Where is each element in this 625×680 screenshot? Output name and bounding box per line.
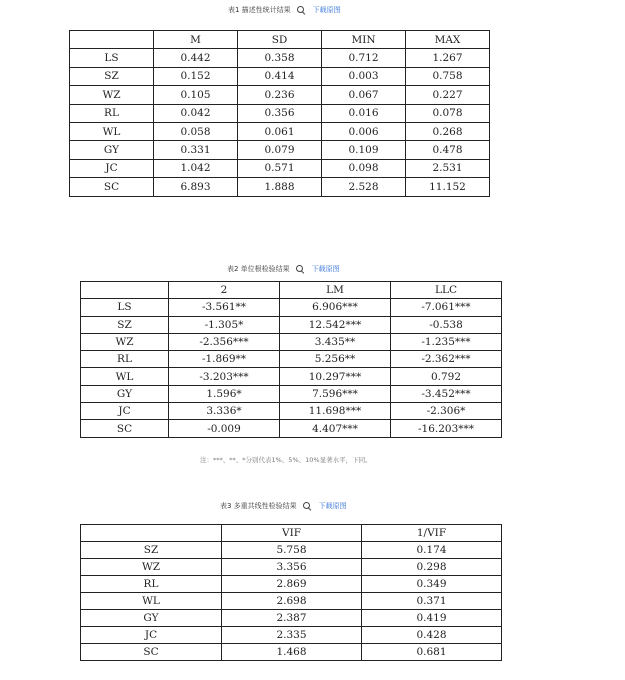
table-cell: 1.468 [222,644,362,661]
row-label: RL [81,576,222,593]
column-header: SD [238,31,322,49]
header-row [70,31,490,49]
table-row [70,141,490,159]
table3 [80,524,502,661]
row-label: SZ [81,316,169,333]
column-header: LM [280,282,391,299]
row-label: WL [81,368,169,385]
row-label: SC [70,178,154,196]
column-header: MAX [406,31,490,49]
table-cell: 0.681 [362,644,502,661]
column-header: M [154,31,238,49]
table-cell: 2.528 [322,178,406,196]
column-header [70,31,154,49]
table-cell: 0.331 [154,141,238,159]
table-cell: 0.349 [362,576,502,593]
table-cell: 0.003 [322,67,406,85]
row-label: WZ [81,559,222,576]
table-cell: 7.596*** [280,385,391,402]
table-cell: 0.758 [406,67,490,85]
table-cell: 12.542*** [280,316,391,333]
zoom-icon[interactable] [296,265,304,273]
row-label: GY [81,610,222,627]
table-cell: 11.152 [406,178,490,196]
table-cell: 0.109 [322,141,406,159]
column-header: MIN [322,31,406,49]
table-cell: 0.006 [322,122,406,140]
table-cell: 6.906*** [280,299,391,316]
table-row [70,67,490,85]
table1-caption: 表1 描述性统计结果 [228,6,291,14]
zoom-icon[interactable] [303,502,311,510]
row-label: GY [81,385,169,402]
table-cell: 0.067 [322,86,406,104]
row-label: SC [81,420,169,437]
row-label: LS [70,49,154,67]
table-cell: 0.061 [238,122,322,140]
table-cell: -2.306* [391,403,502,420]
table-cell: 1.267 [406,49,490,67]
table-cell: 2.531 [406,159,490,177]
column-header [81,525,222,542]
table-row [81,576,502,593]
table-cell: -3.561** [169,299,280,316]
table-cell: 0.571 [238,159,322,177]
row-label: WL [81,593,222,610]
table-cell: -16.203*** [391,420,502,437]
table3-download-link[interactable]: 下载原图 [318,502,347,510]
table1-download-link[interactable]: 下载原图 [312,6,341,14]
table-cell: 0.152 [154,67,238,85]
table3-caption-line [220,501,347,511]
table-cell: -0.009 [169,420,280,437]
table2-download-link[interactable]: 下载原图 [311,265,340,273]
table-cell: 0.079 [238,141,322,159]
table-cell: 0.419 [362,610,502,627]
row-label: RL [70,104,154,122]
table-cell: 0.371 [362,593,502,610]
table-row [81,333,502,350]
table-cell: 4.407*** [280,420,391,437]
table2-caption: 表2 单位根检验结果 [227,265,290,273]
table-cell: 6.893 [154,178,238,196]
table-row [81,627,502,644]
table-cell: -7.061*** [391,299,502,316]
column-header [81,282,169,299]
table-row [81,559,502,576]
table-row [81,351,502,368]
table-cell: 5.758 [222,542,362,559]
table-row [81,385,502,402]
table-row [81,299,502,316]
table-row [81,610,502,627]
table-cell: -1.235*** [391,333,502,350]
header-row [81,525,502,542]
table-cell: 3.336* [169,403,280,420]
table-cell: 0.174 [362,542,502,559]
table-row [81,316,502,333]
table-cell: 10.297*** [280,368,391,385]
table-row [81,644,502,661]
table2 [80,281,502,438]
column-header: 1/VIF [362,525,502,542]
table-cell: 0.236 [238,86,322,104]
row-label: JC [81,403,169,420]
table-cell: 0.792 [391,368,502,385]
table-cell: 0.478 [406,141,490,159]
row-label: RL [81,351,169,368]
row-label: SZ [81,542,222,559]
table-row [81,368,502,385]
table-cell: 0.042 [154,104,238,122]
table-cell: 0.414 [238,67,322,85]
table-cell: 5.256** [280,351,391,368]
table3-caption: 表3 多重共线性检验结果 [220,502,297,510]
table-cell: 3.356 [222,559,362,576]
row-label: JC [81,627,222,644]
table-cell: 2.698 [222,593,362,610]
row-label: SZ [70,67,154,85]
table-cell: 0.105 [154,86,238,104]
row-label: JC [70,159,154,177]
row-label: WZ [81,333,169,350]
table-cell: 0.227 [406,86,490,104]
table-cell: -3.452*** [391,385,502,402]
table-cell: 11.698*** [280,403,391,420]
table-cell: -3.203*** [169,368,280,385]
table-cell: 0.058 [154,122,238,140]
table-cell: 0.712 [322,49,406,67]
table-row [70,178,490,196]
table-cell: 0.442 [154,49,238,67]
table-cell: 2.869 [222,576,362,593]
table-cell: -1.869** [169,351,280,368]
table-row [81,420,502,437]
table-cell: 0.016 [322,104,406,122]
table-cell: 0.078 [406,104,490,122]
column-header: VIF [222,525,362,542]
table-cell: 1.042 [154,159,238,177]
zoom-icon[interactable] [297,6,305,14]
table-cell: -2.362*** [391,351,502,368]
table-cell: -2.356*** [169,333,280,350]
table2-note: 注：***、**、*分别代表1%、5%、10%显著水平，下同。 [200,456,372,464]
row-label: SC [81,644,222,661]
column-header: LLC [391,282,502,299]
table-row [81,542,502,559]
table-row [70,122,490,140]
row-label: LS [81,299,169,316]
table-cell: 2.335 [222,627,362,644]
table-row [81,593,502,610]
table1 [69,30,490,197]
row-label: WL [70,122,154,140]
table-cell: 0.298 [362,559,502,576]
table-row [70,49,490,67]
table-cell: -0.538 [391,316,502,333]
table2-caption-line [227,264,340,274]
table-cell: 0.358 [238,49,322,67]
table-cell: 0.428 [362,627,502,644]
table-cell: 0.098 [322,159,406,177]
table-row [81,403,502,420]
column-header: 2 [169,282,280,299]
header-row [81,282,502,299]
table-cell: 0.268 [406,122,490,140]
table-cell: 1.888 [238,178,322,196]
table-cell: -1.305* [169,316,280,333]
table-cell: 1.596* [169,385,280,402]
table-cell: 0.356 [238,104,322,122]
table-cell: 2.387 [222,610,362,627]
table-row [70,86,490,104]
row-label: WZ [70,86,154,104]
row-label: GY [70,141,154,159]
table-cell: 3.435** [280,333,391,350]
table-row [70,159,490,177]
table1-caption-line [228,5,341,15]
table-row [70,104,490,122]
